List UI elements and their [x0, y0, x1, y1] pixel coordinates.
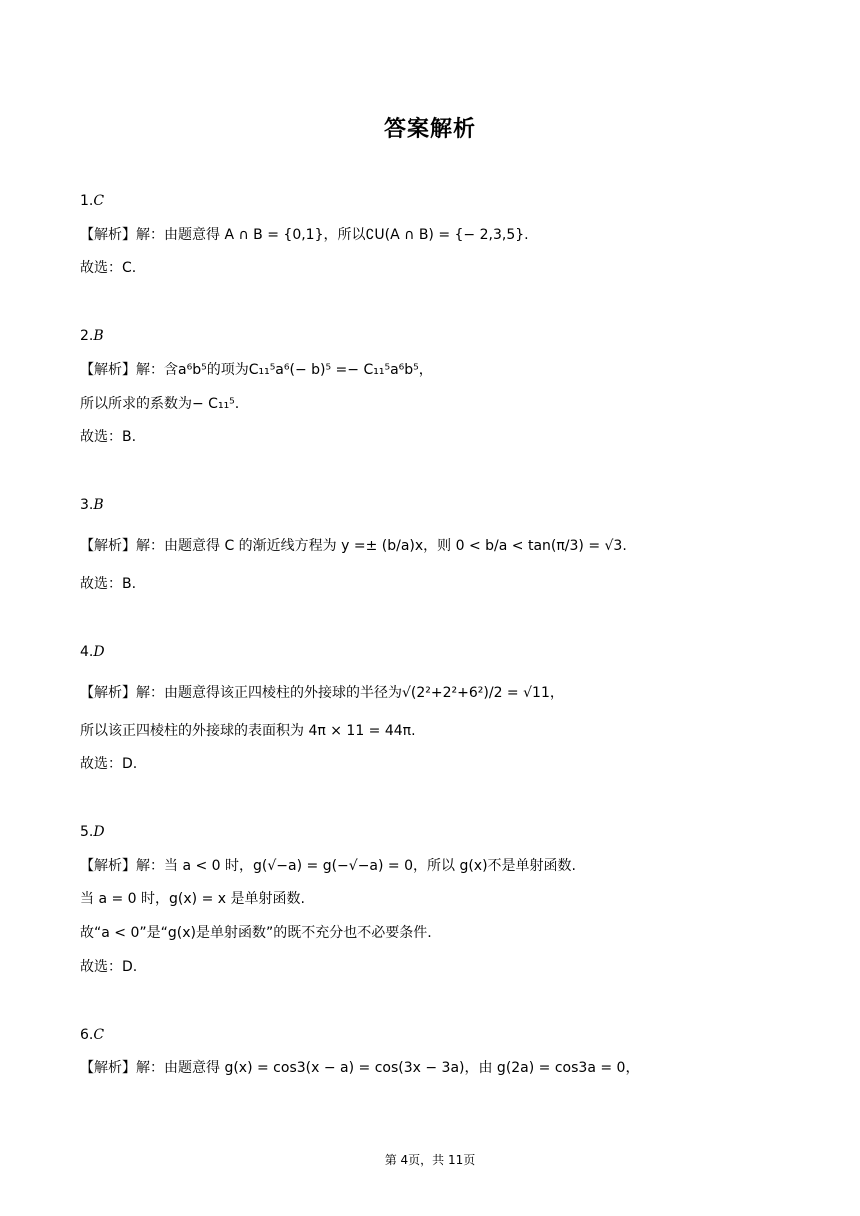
question-number: 2.B — [80, 328, 104, 344]
solution-line: 故选：D. — [80, 959, 138, 975]
solution-line: 故“a < 0”是“g(x)是单射函数”的既不充分也不必要条件. — [80, 925, 432, 941]
solution-line: 【解析】解：由题意得 A ∩ B = {0,1}，所以∁U(A ∩ B) = {− 2,3,5}. — [80, 227, 529, 243]
question-number: 3.B — [80, 497, 104, 513]
page-title: 答案解析 — [383, 117, 476, 142]
question-number: 1.C — [80, 193, 105, 209]
solution-line: 故选：B. — [80, 576, 137, 592]
solution-line: 【解析】解：当 a < 0 时，g(√−a) = g(−√−a) = 0，所以 g(x)不是单射函数. — [80, 858, 576, 874]
solution-line: 故选：D. — [80, 756, 138, 772]
solution-line: 【解析】解：由题意得 g(x) = cos3(x − a) = cos(3x − 3a)，由 g(2a) = cos3a = 0， — [80, 1060, 640, 1076]
question-number: 6.C — [80, 1027, 105, 1043]
question-number: 4.D — [80, 644, 105, 660]
solution-line: 故选：C. — [80, 260, 137, 276]
solution-line: 【解析】解：由题意得该正四棱柱的外接球的半径为√(2²+2²+6²)/2 = √11， — [80, 685, 564, 701]
solution-line: 当 a = 0 时，g(x) = x 是单射函数. — [80, 891, 305, 907]
solution-line: 【解析】解：由题意得 C 的渐近线方程为 y =± (b/a)x，则 0 < b/a < tan(π/3) = √3. — [80, 538, 627, 554]
solution-line: 所以该正四棱柱的外接球的表面积为 4π × 11 = 44π. — [80, 723, 416, 739]
solution-line: 故选：B. — [80, 429, 137, 445]
page-footer: 第 4页，共 11页 — [384, 1153, 476, 1167]
solution-line: 【解析】解：含a⁶b⁵的项为C₁₁⁵a⁶(− b)⁵ =− C₁₁⁵a⁶b⁵， — [80, 362, 433, 378]
solution-line: 所以所求的系数为− C₁₁⁵. — [80, 396, 240, 412]
question-number: 5.D — [80, 824, 105, 840]
